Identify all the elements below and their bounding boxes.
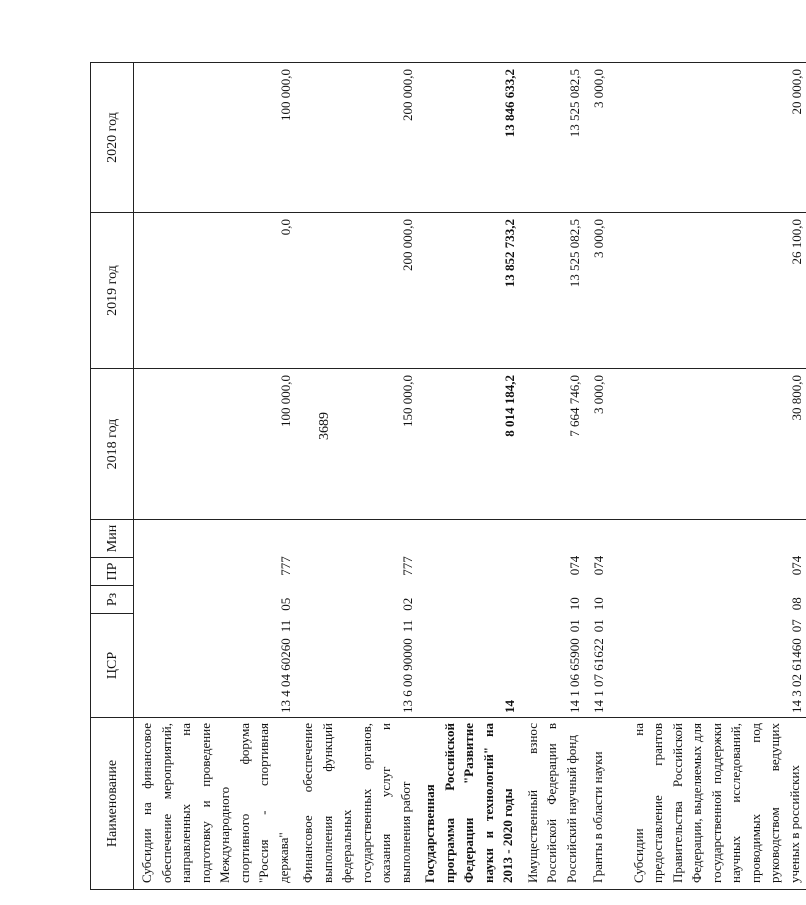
row-codes <box>585 520 626 718</box>
budget-table-sheet <box>90 63 804 890</box>
header-csr: ЦСР <box>91 614 134 718</box>
row-2020: 100 000,0 <box>134 63 296 213</box>
header-2018: 2018 год <box>91 369 134 520</box>
page-number: 3689 <box>317 412 332 440</box>
row-2020: 20 000,0 <box>626 63 806 213</box>
row-2018: 150 000,0 <box>295 369 417 520</box>
row-min: 074 <box>788 555 804 576</box>
row-name: Финансовое обеспечение выполнения функций федеральных государственных органов, оказания услуг и выполнения работ <box>295 718 417 890</box>
row-name: Имущественный взнос Российской Федерации в Российский научный фонд <box>520 718 585 890</box>
row-pr: 02 <box>399 597 415 611</box>
row-csr: 14 3 02 61460 <box>788 638 804 713</box>
header-2020: 2020 год <box>91 63 134 213</box>
row-rz: 11 <box>399 619 415 633</box>
table-row <box>520 63 585 890</box>
row-2018: 7 664 746,0 <box>520 369 585 520</box>
row-2018: 30 800,0 <box>626 369 806 520</box>
row-csr: 14 1 06 65900 <box>567 638 582 713</box>
row-name: Субсидии на предоставление грантов Правительства Российской Федерации, выделяемых для государственной поддержки научных исследований, проводимых под руководством ведущих ученых в российских <box>626 718 806 890</box>
table-row <box>585 63 626 890</box>
row-2020: 13 846 633,2 <box>417 63 520 213</box>
header-rz: Рз <box>91 586 134 614</box>
row-codes <box>626 520 806 718</box>
budget-table <box>90 62 806 890</box>
row-csr: 13 4 04 60260 <box>277 638 293 713</box>
header-min: Мин <box>91 520 134 558</box>
header-pr: ПР <box>91 558 134 586</box>
row-pr: 10 <box>590 597 606 611</box>
row-2018: 8 014 184,2 <box>417 369 520 520</box>
table-row <box>295 63 417 890</box>
row-min: 777 <box>277 556 293 576</box>
rotated-table-wrapper <box>90 63 804 890</box>
row-min: 777 <box>399 556 415 576</box>
row-codes <box>417 520 520 718</box>
header-2019: 2019 год <box>91 213 134 369</box>
row-2020: 200 000,0 <box>295 63 417 213</box>
row-pr: 05 <box>277 597 293 611</box>
table-row <box>134 63 296 890</box>
row-rz: 07 <box>788 619 804 633</box>
table-row <box>417 63 520 890</box>
table-row <box>626 63 806 890</box>
header-name: Наименование <box>91 718 134 890</box>
row-name: Гранты в области науки <box>585 718 626 890</box>
row-pr: 10 <box>567 597 582 611</box>
row-2019: 13 852 733,2 <box>417 213 520 369</box>
row-2018: 100 000,0 <box>134 369 296 520</box>
row-min: 074 <box>567 555 582 576</box>
row-rz: 01 <box>590 619 606 633</box>
row-name: Государственная программа Российской Федерации "Развитие науки и технологий" на 2013 - 2020 годы <box>417 718 520 890</box>
row-2019: 3 000,0 <box>585 213 626 369</box>
row-pr: 08 <box>788 597 804 611</box>
row-codes <box>134 520 296 718</box>
row-2020: 13 525 082,5 <box>520 63 585 213</box>
row-name: Субсидии на финансовое обеспечение мероприятий, направленных на подготовку и проведение Международного спортивного форума "Россия - спортивная держава" <box>134 718 296 890</box>
row-2018: 3 000,0 <box>585 369 626 520</box>
row-csr: 13 6 00 90000 <box>399 638 415 713</box>
row-codes <box>520 520 585 718</box>
row-min: 074 <box>590 555 606 576</box>
row-rz: 01 <box>567 619 582 633</box>
row-2020: 3 000,0 <box>585 63 626 213</box>
row-2019: 200 000,0 <box>295 213 417 369</box>
row-2019: 0,0 <box>134 213 296 369</box>
row-rz: 11 <box>277 619 293 633</box>
table-header-row <box>91 63 134 890</box>
row-2019: 26 100,0 <box>626 213 806 369</box>
row-csr: 14 1 07 61622 <box>590 638 606 713</box>
row-2019: 13 525 082,5 <box>520 213 585 369</box>
row-codes <box>295 520 417 718</box>
row-csr: 14 <box>502 700 517 713</box>
